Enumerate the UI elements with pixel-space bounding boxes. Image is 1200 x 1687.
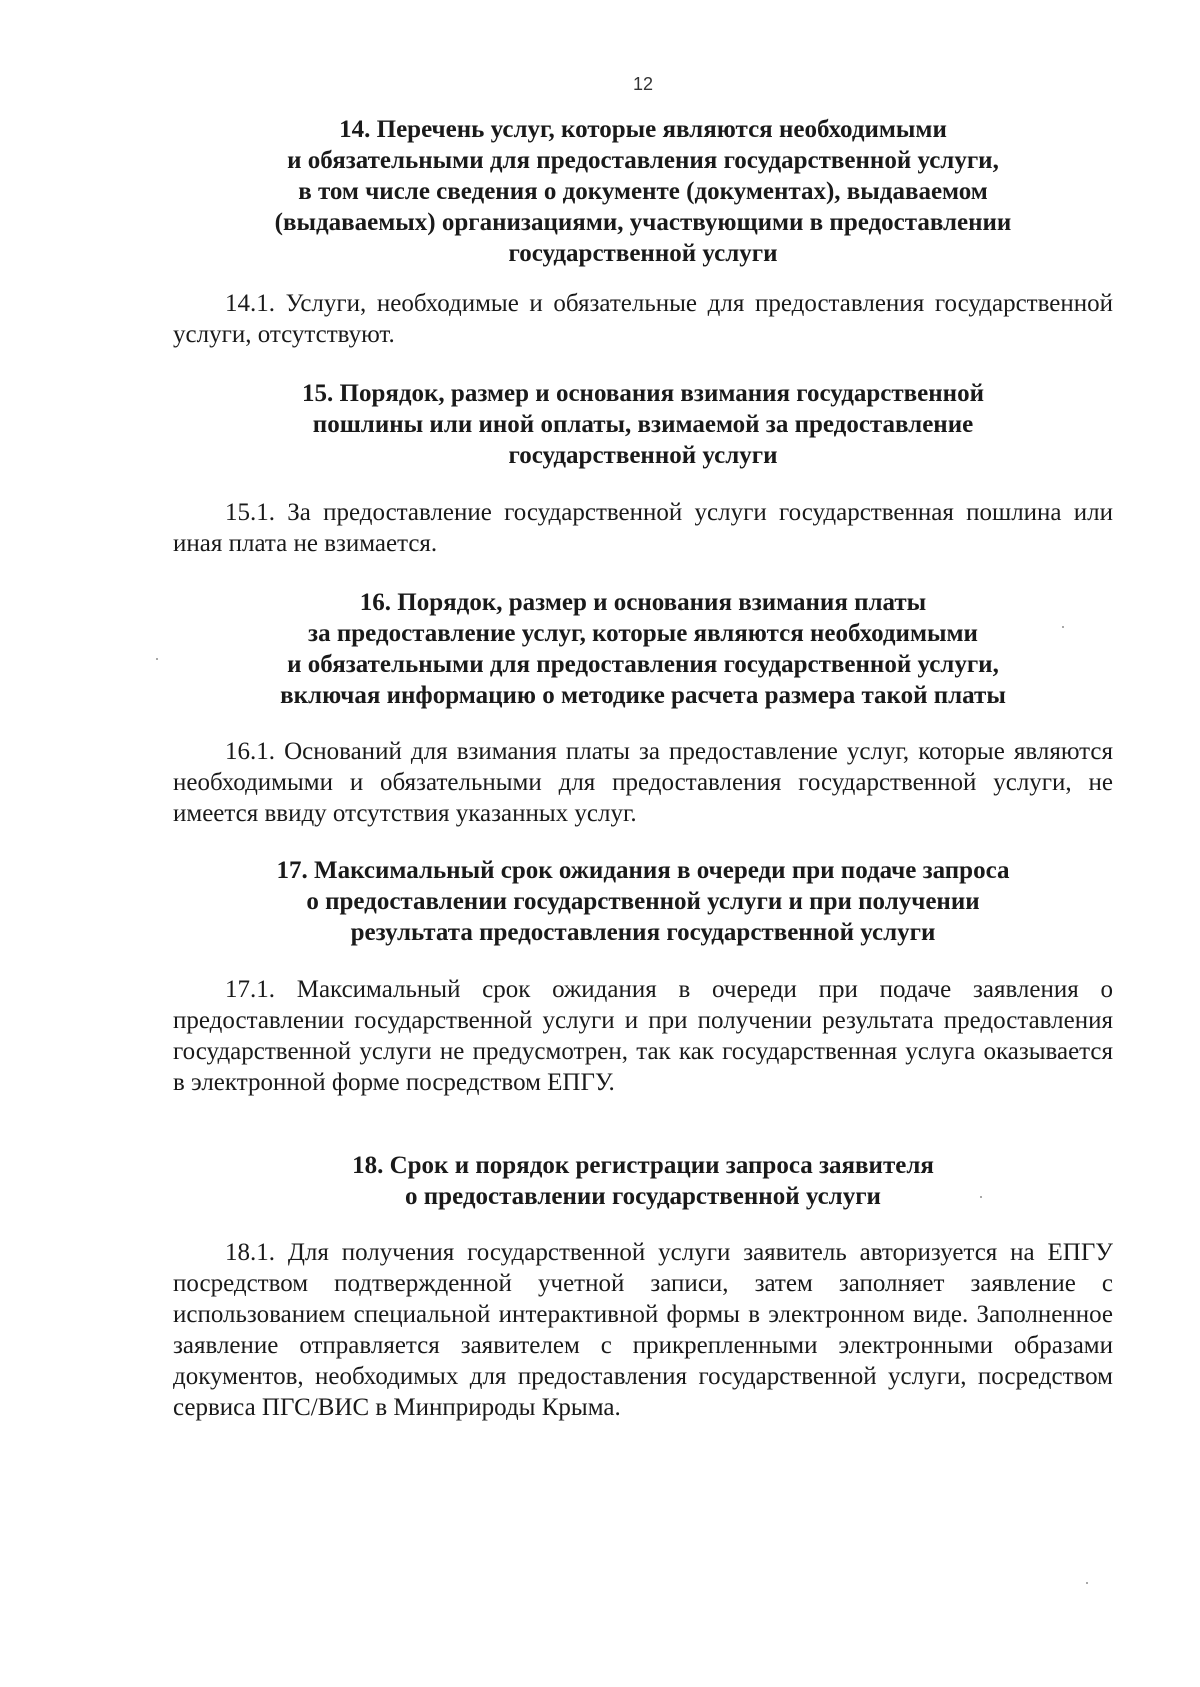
heading-line: (выдаваемых) организациями, участвующими в предоставлении: [274, 209, 1012, 236]
scan-speck: [980, 1196, 982, 1198]
heading-line: 14. Перечень услуг, которые являются необходимыми: [339, 116, 947, 143]
heading-line: государственной услуги: [508, 240, 778, 267]
paragraph-18-1: 18.1. Для получения государственной услуги заявитель авторизуется на ЕПГУ посредством подтвержденной учетной записи, затем заполняет заявление с использованием специальной интерактивной формы в электронном виде. Заполненное заявление отправляется заявителем с прикрепленными электронными образами документов, необходимых для предоставления государственной услуги, посредством сервиса ПГС/ВИС в Минприроды Крыма.: [173, 1239, 1113, 1421]
section-15: [173, 378, 1113, 471]
section-14: [173, 114, 1113, 269]
heading-line: 17. Максимальный срок ожидания в очереди при подаче запроса: [276, 857, 1010, 884]
heading-line: 18. Срок и порядок регистрации запроса заявителя: [352, 1152, 934, 1179]
heading-line: 16. Порядок, размер и основания взимания платы: [359, 589, 927, 616]
heading-line: и обязательными для предоставления государственной услуги,: [287, 651, 999, 678]
paragraph-15-1: 15.1. За предоставление государственной услуги государственная пошлина или иная плата не взимается.: [173, 499, 1113, 557]
section-15-body: [173, 497, 1113, 559]
heading-line: включая информацию о методике расчета размера такой платы: [280, 682, 1006, 709]
paragraph-16-1: 16.1. Оснований для взимания платы за предоставление услуг, которые являются необходимыми и обязательными для предоставления государственной услуги, не имеется ввиду отсутствия указанных услуг.: [173, 738, 1113, 827]
scan-speck: [1086, 1582, 1088, 1584]
page-number: 12: [632, 74, 654, 94]
heading-line: результата предоставления государственной услуги: [350, 919, 936, 946]
section-heading: [173, 1150, 1113, 1212]
heading-line: и обязательными для предоставления государственной услуги,: [287, 147, 999, 174]
section-14-body: [173, 288, 1113, 350]
paragraph-17-1: 17.1. Максимальный срок ожидания в очереди при подаче заявления о предоставлении государственной услуги и при получении результата предоставления государственной услуги не предусмотрен, так как государственная услуга оказывается в электронной форме посредством ЕПГУ.: [173, 976, 1113, 1096]
section-17-body: [173, 974, 1113, 1098]
heading-line: о предоставлении государственной услуги: [405, 1183, 881, 1210]
section-heading: [173, 378, 1113, 471]
heading-line: о предоставлении государственной услуги и при получении: [306, 888, 980, 915]
heading-line: пошлины или иной оплаты, взимаемой за предоставление: [312, 411, 974, 438]
scan-speck: [156, 658, 158, 660]
heading-line: за предоставление услуг, которые являются необходимыми: [308, 620, 978, 647]
section-16-body: [173, 736, 1113, 829]
heading-line: 15. Порядок, размер и основания взимания государственной: [302, 380, 984, 407]
heading-line: в том числе сведения о документе (документах), выдаваемом: [298, 178, 988, 205]
heading-line: государственной услуги: [508, 442, 778, 469]
section-heading: [173, 114, 1113, 269]
paragraph-14-1: 14.1. Услуги, необходимые и обязательные для предоставления государственной услуги, отсутствуют.: [173, 290, 1113, 348]
section-16: [173, 587, 1113, 711]
section-18: [173, 1150, 1113, 1212]
scan-speck: [1062, 626, 1064, 628]
document-page: [173, 0, 1113, 1687]
section-heading: [173, 855, 1113, 948]
section-18-body: [173, 1237, 1113, 1423]
section-heading: [173, 587, 1113, 711]
section-17: [173, 855, 1113, 948]
